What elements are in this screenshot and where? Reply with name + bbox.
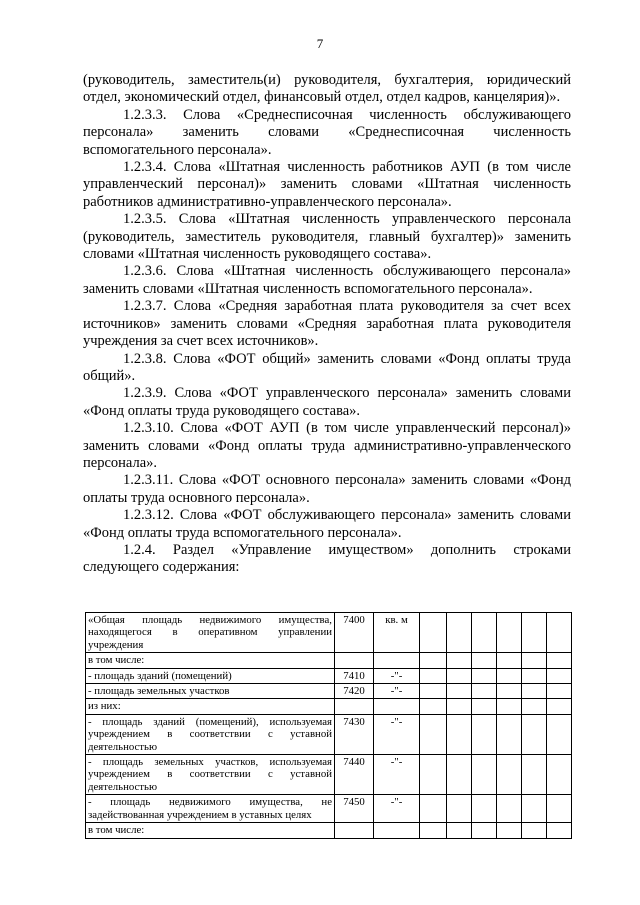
- empty-value-cell: [547, 668, 572, 683]
- row-description-cell: в том числе:: [86, 823, 335, 838]
- paragraph: 1.2.3.3. Слова «Среднесписочная численность обслуживающего персонала» заменить словами «Среднесписочная численность вспомогательного персонала».: [83, 106, 571, 158]
- empty-value-cell: [472, 755, 497, 795]
- empty-value-cell: [522, 795, 547, 823]
- empty-value-cell: [420, 653, 447, 668]
- row-code-cell: [335, 823, 374, 838]
- empty-value-cell: [472, 613, 497, 653]
- empty-value-cell: [522, 699, 547, 714]
- empty-value-cell: [420, 668, 447, 683]
- empty-value-cell: [447, 699, 472, 714]
- empty-value-cell: [547, 699, 572, 714]
- row-unit-cell: [374, 823, 420, 838]
- empty-value-cell: [472, 823, 497, 838]
- paragraph: (руководитель, заместитель(и) руководителя, бухгалтерия, юридический отдел, экономический отдел, финансовый отдел, отдел кадров, канцелярия)».: [83, 72, 571, 106]
- empty-value-cell: [420, 823, 447, 838]
- empty-value-cell: [420, 684, 447, 699]
- table-row: [86, 795, 572, 823]
- empty-value-cell: [547, 823, 572, 838]
- table-row: [86, 699, 572, 714]
- table-row: [86, 714, 572, 754]
- row-description-cell: - площадь земельных участков, используемая учреждением в соответствии с уставной деятельностью: [86, 755, 335, 795]
- empty-value-cell: [522, 684, 547, 699]
- row-description-cell: - площадь земельных участков: [86, 684, 335, 699]
- empty-value-cell: [497, 684, 522, 699]
- paragraph: 1.2.3.8. Слова «ФОТ общий» заменить словами «Фонд оплаты труда общий».: [83, 350, 571, 384]
- row-code-cell: [335, 653, 374, 668]
- empty-value-cell: [472, 795, 497, 823]
- paragraph: 1.2.3.7. Слова «Средняя заработная плата руководителя за счет всех источников» заменить словами «Средняя заработная плата руководителя учреждения за счет всех источников».: [83, 298, 571, 350]
- empty-value-cell: [472, 668, 497, 683]
- paragraph: 1.2.3.9. Слова «ФОТ управленческого персонала» заменить словами «Фонд оплаты труда руководящего состава».: [83, 385, 571, 419]
- row-code-cell: 7440: [335, 755, 374, 795]
- paragraph: 1.2.3.6. Слова «Штатная численность обслуживающего персонала» заменить словами «Штатная численность вспомогательного персонала».: [83, 263, 571, 297]
- empty-value-cell: [420, 755, 447, 795]
- empty-value-cell: [472, 699, 497, 714]
- page-number: 7: [316, 36, 324, 51]
- table-row: [86, 653, 572, 668]
- empty-value-cell: [497, 668, 522, 683]
- document-body: [83, 72, 571, 577]
- row-description-cell: - площадь недвижимого имущества, не задействованная учреждением в уставных целях: [86, 795, 335, 823]
- empty-value-cell: [447, 795, 472, 823]
- empty-value-cell: [497, 795, 522, 823]
- row-code-cell: 7450: [335, 795, 374, 823]
- row-description-cell: - площадь зданий (помещений), используемая учреждением в соответствии с уставной деятельностью: [86, 714, 335, 754]
- empty-value-cell: [420, 613, 447, 653]
- empty-value-cell: [420, 714, 447, 754]
- row-unit-cell: -"-: [374, 714, 420, 754]
- empty-value-cell: [522, 613, 547, 653]
- row-unit-cell: -"-: [374, 668, 420, 683]
- empty-value-cell: [447, 823, 472, 838]
- row-code-cell: 7400: [335, 613, 374, 653]
- table-row: [86, 755, 572, 795]
- empty-value-cell: [447, 653, 472, 668]
- table-row: [86, 684, 572, 699]
- paragraph: 1.2.3.10. Слова «ФОТ АУП (в том числе управленческий персонал)» заменить словами «Фонд оплаты труда административно-управленческого персонала».: [83, 420, 571, 471]
- row-code-cell: [335, 699, 374, 714]
- empty-value-cell: [420, 699, 447, 714]
- empty-value-cell: [447, 755, 472, 795]
- empty-value-cell: [447, 684, 472, 699]
- empty-value-cell: [522, 823, 547, 838]
- row-unit-cell: кв. м: [374, 613, 420, 653]
- empty-value-cell: [447, 668, 472, 683]
- empty-value-cell: [547, 653, 572, 668]
- row-description-cell: в том числе:: [86, 653, 335, 668]
- empty-value-cell: [497, 714, 522, 754]
- empty-value-cell: [497, 823, 522, 838]
- empty-value-cell: [522, 714, 547, 754]
- empty-value-cell: [522, 653, 547, 668]
- empty-value-cell: [497, 653, 522, 668]
- paragraph: 1.2.3.4. Слова «Штатная численность работников АУП (в том числе управленческий персонал)» заменить словами «Штатная численность работников административно-управленческого персонала».: [83, 159, 571, 210]
- table-row: [86, 668, 572, 683]
- row-code-cell: 7420: [335, 684, 374, 699]
- table-row: [86, 823, 572, 838]
- table-row: [86, 613, 572, 653]
- property-table: [85, 612, 571, 839]
- empty-value-cell: [547, 755, 572, 795]
- paragraph: 1.2.3.5. Слова «Штатная численность управленческого персонала (руководитель, заместитель руководителя, главный бухгалтер)» заменить словами «Штатная численность руководящего состава».: [83, 211, 571, 263]
- empty-value-cell: [547, 714, 572, 754]
- empty-value-cell: [547, 613, 572, 653]
- empty-value-cell: [522, 755, 547, 795]
- row-unit-cell: [374, 699, 420, 714]
- row-unit-cell: -"-: [374, 795, 420, 823]
- empty-value-cell: [522, 668, 547, 683]
- empty-value-cell: [472, 684, 497, 699]
- paragraph: 1.2.3.11. Слова «ФОТ основного персонала» заменить словами «Фонд оплаты труда основного персонала».: [83, 472, 571, 506]
- empty-value-cell: [497, 755, 522, 795]
- row-code-cell: 7410: [335, 668, 374, 683]
- row-unit-cell: -"-: [374, 684, 420, 699]
- empty-value-cell: [472, 714, 497, 754]
- row-unit-cell: -"-: [374, 755, 420, 795]
- empty-value-cell: [472, 653, 497, 668]
- row-description-cell: из них:: [86, 699, 335, 714]
- paragraph: 1.2.3.12. Слова «ФОТ обслуживающего персонала» заменить словами «Фонд оплаты труда вспомогательного персонала».: [83, 507, 571, 541]
- empty-value-cell: [497, 613, 522, 653]
- row-description-cell: «Общая площадь недвижимого имущества, находящегося в оперативном управлении учреждения: [86, 613, 335, 653]
- empty-value-cell: [420, 795, 447, 823]
- empty-value-cell: [447, 613, 472, 653]
- row-unit-cell: [374, 653, 420, 668]
- paragraph: 1.2.4. Раздел «Управление имуществом» дополнить строками следующего содержания:: [83, 541, 571, 576]
- empty-value-cell: [547, 684, 572, 699]
- empty-value-cell: [447, 714, 472, 754]
- row-code-cell: 7430: [335, 714, 374, 754]
- empty-value-cell: [497, 699, 522, 714]
- row-description-cell: - площадь зданий (помещений): [86, 668, 335, 683]
- empty-value-cell: [547, 795, 572, 823]
